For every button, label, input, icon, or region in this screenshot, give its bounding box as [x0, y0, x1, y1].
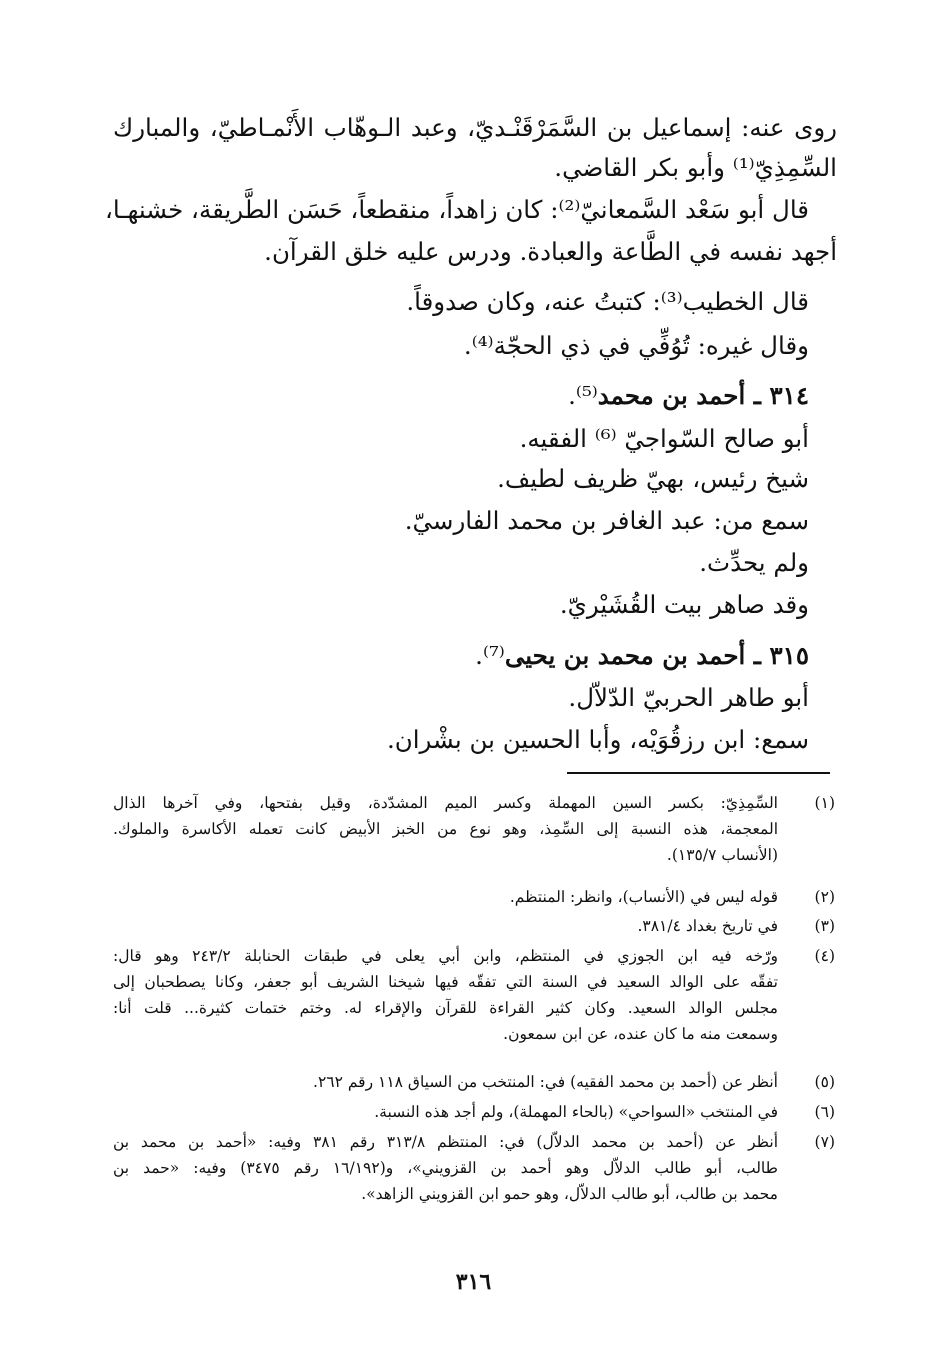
footnote-line: محمد بن طالب، أبو طالب الدلاّل، وهو حمو ابن القزويني الزاهد». — [361, 1185, 778, 1203]
body-line: قال أبو سَعْد السَّمعانيّ⁽²⁾: كان زاهداً، منقطعاً، حَسَن الطَّريقة، خشنهـا، — [105, 195, 809, 224]
footnote-line: أنظر عن (أحمد بن محمد الدلاّل) في: المنتظم ٣١٣/٨ رقم ٣٨١ وفيه: «أحمد بن محمد بن — [113, 1133, 778, 1151]
entry-title: ٣١٤ ـ أحمد بن محمد — [597, 381, 809, 410]
entry-heading — [568, 381, 809, 410]
body-line: سمع من: عبد الغافر بن محمد الفارسيّ. — [404, 506, 809, 535]
footnote-number: (٤) — [814, 947, 835, 965]
footnote-ref: ⁽⁵⁾. — [568, 381, 598, 410]
footnote-number: (٣) — [814, 917, 835, 935]
body-line: قال الخطيب⁽³⁾: كتبتُ عنه، وكان صدوقاً. — [406, 287, 809, 316]
footnote — [113, 1073, 835, 1099]
footnote-ref: ⁽⁷⁾. — [475, 641, 505, 670]
body-line: أبو طاهر الحربيّ الدّلاّل. — [568, 683, 809, 712]
footnote-line: تفقّه على الوالد السعيد في السنة التي تفقّه فيها شيخنا الشريف أبو جعفر، وكانا يصطحبان إلى — [113, 973, 778, 991]
footnote — [113, 947, 835, 1051]
footnote-separator — [567, 772, 830, 774]
footnote-line: ورّخه فيه ابن الجوزي في المنتظم، وابن أبي يعلى في طبقات الحنابلة ٢٤٣/٢ وهو قال: — [113, 947, 779, 965]
footnote-line: مجلس الوالد السعيد. وكان كثير القراءة للقرآن والإقراء له. وختم ختمات كثيرة... قلت أنا: — [113, 999, 778, 1017]
footnote-line: وسمعت منه ما كان عنده، عن ابن سمعون. — [503, 1025, 778, 1043]
body-line: سمع: ابن رزقُوَيْه، وأبا الحسين بن بشْران. — [386, 725, 809, 754]
body-line: أبو صالح السّواجيّ ⁽⁶⁾ الفقيه. — [519, 424, 809, 453]
footnote-line: طالب، أبو طالب الدلاّل وهو أحمد بن القزويني»، و(١٦/١٩٢ رقم ٣٤٧٥) وفيه: «حمد بن — [113, 1159, 778, 1177]
footnote-number: (١) — [814, 794, 835, 812]
footnote — [113, 1133, 835, 1211]
footnote-line: في تاريخ بغداد ٣٨١/٤. — [637, 917, 778, 935]
footnote — [113, 794, 835, 872]
footnote-line: قوله ليس في (الأنساب)، وانظر: المنتظم. — [509, 888, 778, 906]
body-line: وقال غيره: تُوُفِّي في ذي الحجّة⁽⁴⁾. — [463, 331, 809, 360]
footnote-line: السِّمِذِيّ: بكسر السين المهملة وكسر الميم المشدّدة، وقيل بفتحها، وفي آخرها الذال — [113, 794, 778, 812]
body-line: شيخ رئيس، بهيّ ظريف لطيف. — [497, 464, 809, 493]
body-line: ولم يحدِّث. — [699, 548, 809, 577]
footnote-line: في المنتخب «السواحي» (بالحاء المهملة)، ولم أجد هذه النسبة. — [374, 1103, 778, 1121]
footnote-number: (٢) — [814, 888, 835, 906]
body-line: السِّمِذِيّ⁽¹⁾ وأبو بكر القاضي. — [554, 153, 837, 182]
body-line: أجهد نفسه في الطَّاعة والعبادة. ودرس عليه خلق القرآن. — [264, 237, 837, 266]
footnote-line: أنظر عن (أحمد بن محمد الفقيه) في: المنتخب من السياق ١١٨ رقم ٢٦٢. — [313, 1073, 778, 1091]
footnote — [113, 1103, 835, 1129]
footnote-line: المعجمة، هذه النسبة إلى السِّمِذ، وهو نوع من الخبز الأبيض كانت تعمله الأكاسرة والملوك. — [113, 820, 778, 838]
entry-heading — [475, 641, 809, 670]
body-line: وقد صاهر بيت القُشَيْريّ. — [559, 590, 809, 619]
footnote-number: (٧) — [814, 1133, 835, 1151]
body-line: روى عنه: إسماعيل بن السَّمَرْقَنْـديّ، وعبد الـوهّاب الأَنْمـاطيّ، والمبارك — [113, 113, 837, 142]
entry-title: ٣١٥ ـ أحمد بن محمد بن يحيى — [504, 641, 809, 670]
footnote — [113, 917, 835, 943]
footnote-number: (٦) — [814, 1103, 835, 1121]
footnote-line: (الأنساب ١٣٥/٧). — [666, 846, 778, 864]
footnote — [113, 888, 835, 914]
footnote-number: (٥) — [814, 1073, 835, 1091]
page-number: ٣١٦ — [455, 1269, 492, 1295]
